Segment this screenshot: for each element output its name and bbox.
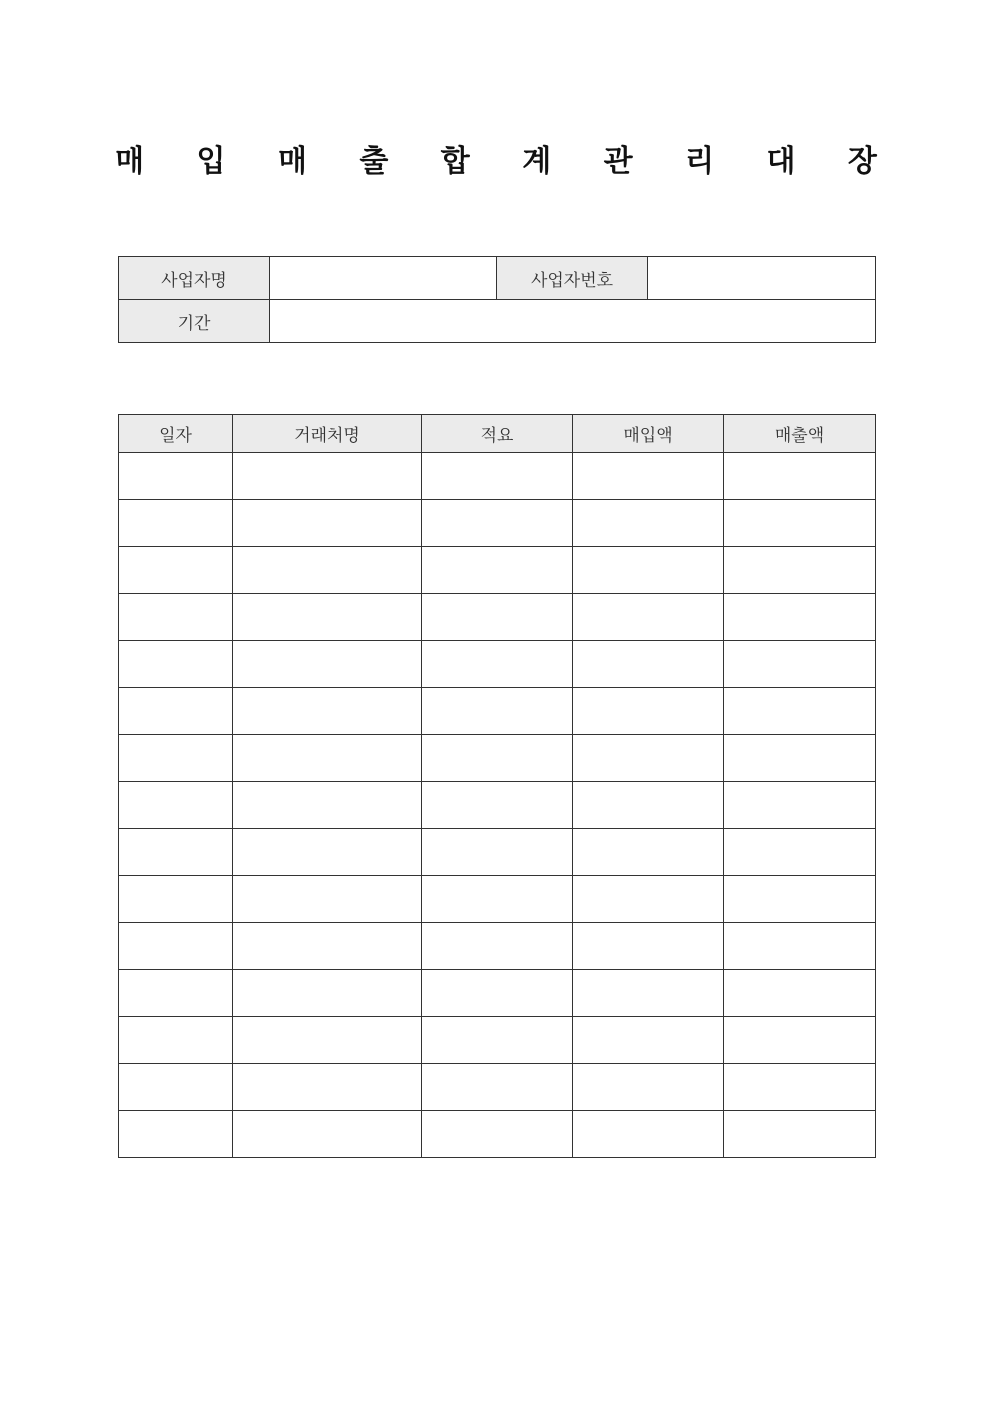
purchase-amount-cell[interactable] [573,1017,724,1064]
purchase-amount-cell[interactable] [573,547,724,594]
client-name-cell[interactable] [233,1017,422,1064]
client-name-cell[interactable] [233,829,422,876]
ledger-table [118,414,876,1158]
business-number-label: 사업자번호 [497,257,648,300]
sales-amount-cell[interactable] [724,923,876,970]
date-cell[interactable] [119,688,233,735]
client-name-cell[interactable] [233,1064,422,1111]
table-row [119,453,876,500]
client-name-cell[interactable] [233,735,422,782]
sales-amount-cell[interactable] [724,735,876,782]
client-name-cell[interactable] [233,688,422,735]
client-name-cell[interactable] [233,641,422,688]
date-header: 일자 [119,415,233,453]
sales-amount-cell[interactable] [724,1017,876,1064]
purchase-amount-cell[interactable] [573,876,724,923]
business-info-row [119,257,876,300]
sales-amount-cell[interactable] [724,641,876,688]
table-row [119,829,876,876]
ledger-body [119,453,876,1158]
description-cell[interactable] [422,1064,573,1111]
description-cell[interactable] [422,970,573,1017]
page-title: 매 입 매 출 합 계 관 리 대 장 [115,144,898,179]
purchase-amount-header: 매입액 [573,415,724,453]
business-number-field[interactable] [648,257,876,300]
description-cell[interactable] [422,829,573,876]
date-cell[interactable] [119,970,233,1017]
sales-amount-cell[interactable] [724,1111,876,1158]
table-row [119,782,876,829]
purchase-amount-cell[interactable] [573,782,724,829]
purchase-amount-cell[interactable] [573,1111,724,1158]
date-cell[interactable] [119,547,233,594]
description-cell[interactable] [422,1017,573,1064]
client-name-cell[interactable] [233,923,422,970]
table-row [119,641,876,688]
table-row [119,923,876,970]
description-cell[interactable] [422,782,573,829]
client-name-cell[interactable] [233,594,422,641]
table-row [119,594,876,641]
description-cell[interactable] [422,923,573,970]
description-cell[interactable] [422,688,573,735]
date-cell[interactable] [119,782,233,829]
sales-amount-cell[interactable] [724,1064,876,1111]
date-cell[interactable] [119,923,233,970]
table-row [119,876,876,923]
date-cell[interactable] [119,876,233,923]
sales-amount-cell[interactable] [724,782,876,829]
sales-amount-cell[interactable] [724,594,876,641]
purchase-amount-cell[interactable] [573,735,724,782]
date-cell[interactable] [119,1017,233,1064]
date-cell[interactable] [119,1111,233,1158]
date-cell[interactable] [119,594,233,641]
date-cell[interactable] [119,500,233,547]
date-cell[interactable] [119,829,233,876]
sales-amount-cell[interactable] [724,688,876,735]
business-name-label: 사업자명 [119,257,270,300]
client-name-cell[interactable] [233,500,422,547]
purchase-amount-cell[interactable] [573,923,724,970]
sales-amount-cell[interactable] [724,829,876,876]
purchase-amount-cell[interactable] [573,1064,724,1111]
date-cell[interactable] [119,735,233,782]
period-row [119,300,876,343]
table-row [119,1064,876,1111]
purchase-amount-cell[interactable] [573,829,724,876]
client-name-cell[interactable] [233,876,422,923]
date-cell[interactable] [119,1064,233,1111]
purchase-amount-cell[interactable] [573,641,724,688]
table-row [119,688,876,735]
purchase-amount-cell[interactable] [573,500,724,547]
purchase-amount-cell[interactable] [573,688,724,735]
table-row [119,1111,876,1158]
description-header: 적요 [422,415,573,453]
purchase-amount-cell[interactable] [573,970,724,1017]
client-name-header: 거래처명 [233,415,422,453]
table-row [119,735,876,782]
date-cell[interactable] [119,641,233,688]
description-cell[interactable] [422,876,573,923]
purchase-amount-cell[interactable] [573,453,724,500]
sales-amount-header: 매출액 [724,415,876,453]
description-cell[interactable] [422,1111,573,1158]
client-name-cell[interactable] [233,547,422,594]
description-cell[interactable] [422,594,573,641]
business-name-field[interactable] [270,257,497,300]
description-cell[interactable] [422,547,573,594]
table-row [119,547,876,594]
sales-amount-cell[interactable] [724,876,876,923]
business-info-table [118,256,876,343]
sales-amount-cell[interactable] [724,453,876,500]
description-cell[interactable] [422,453,573,500]
client-name-cell[interactable] [233,782,422,829]
sales-amount-cell[interactable] [724,970,876,1017]
table-row [119,970,876,1017]
description-cell[interactable] [422,735,573,782]
date-cell[interactable] [119,453,233,500]
period-field[interactable] [270,300,876,343]
client-name-cell[interactable] [233,1111,422,1158]
sales-amount-cell[interactable] [724,500,876,547]
period-label: 기간 [119,300,270,343]
description-cell[interactable] [422,500,573,547]
purchase-amount-cell[interactable] [573,594,724,641]
table-row [119,1017,876,1064]
sales-amount-cell[interactable] [724,547,876,594]
description-cell[interactable] [422,641,573,688]
client-name-cell[interactable] [233,970,422,1017]
client-name-cell[interactable] [233,453,422,500]
table-row [119,500,876,547]
ledger-header-row [119,415,876,453]
